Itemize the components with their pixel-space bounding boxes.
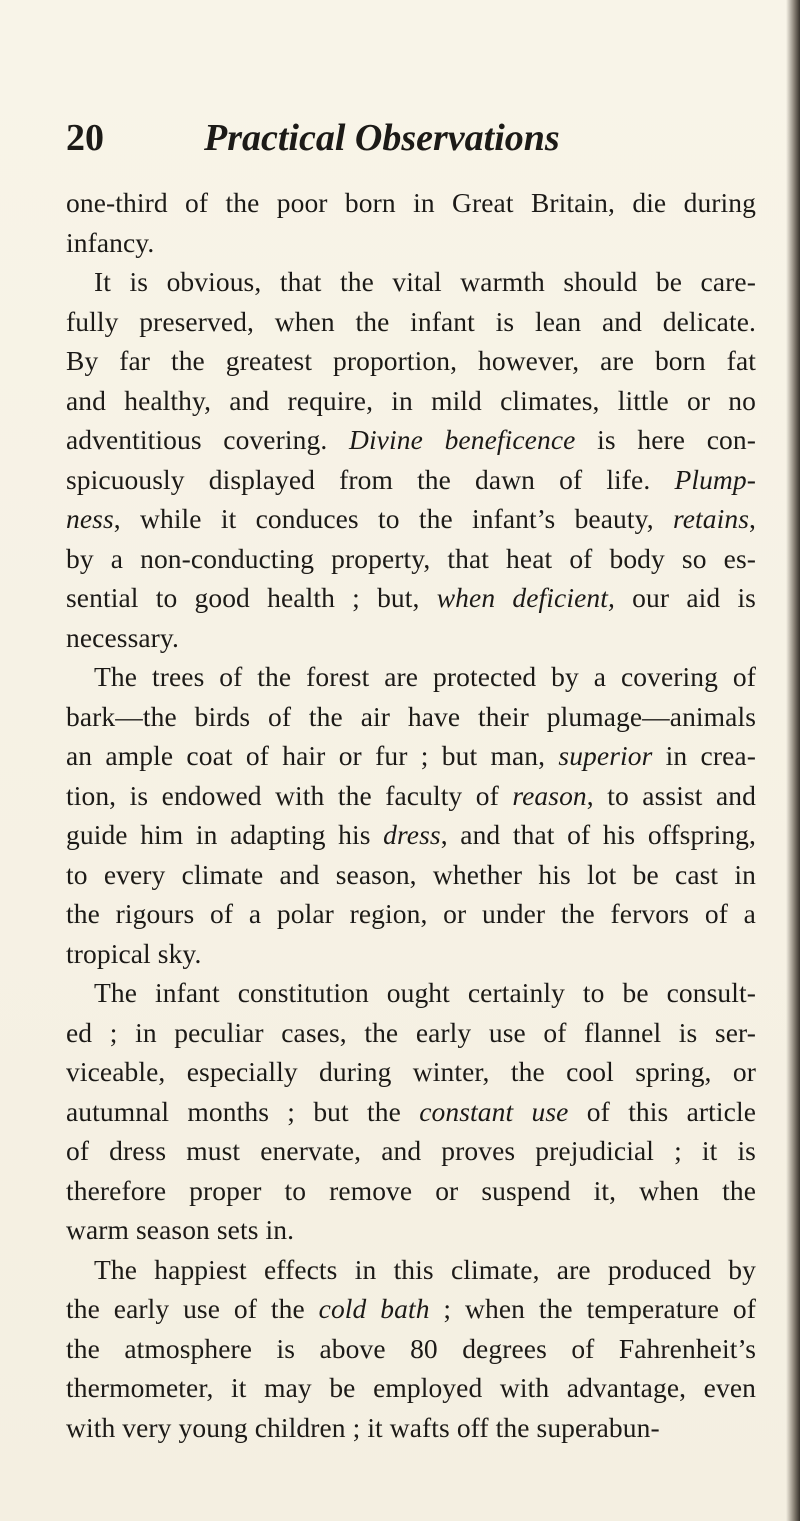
text-run: , to assist and — [586, 779, 756, 811]
text-run: is here con- — [575, 424, 757, 455]
text-run: The happiest effects in this climate, are produced by — [94, 1253, 756, 1285]
text-line — [66, 262, 756, 302]
italic-run: superior — [558, 740, 653, 771]
text-line — [66, 1289, 756, 1329]
text-line — [66, 776, 756, 816]
text-line — [66, 183, 756, 223]
text-line — [66, 657, 756, 697]
italic-run: constant use — [419, 1095, 569, 1127]
text-run: of this article — [568, 1095, 757, 1127]
text-run: tropical sky. — [66, 937, 202, 969]
italic-run: reason — [512, 779, 587, 811]
text-run: , while it conduces to the infant’s beauty, — [113, 503, 673, 534]
text-run: with very young children ; it wafts off the superabun- — [66, 1411, 660, 1443]
italic-run: when deficient, — [436, 582, 615, 613]
text-run: fully preserved, when the infant is lean and delicate. — [66, 305, 756, 337]
text-run: the atmosphere is above 80 degrees of Fahrenheit’s — [66, 1332, 756, 1364]
text-run: ed ; in peculiar cases, the early use of flannel is ser- — [66, 1016, 756, 1048]
italic-run: Divine beneficence — [348, 424, 576, 455]
text-run: thermometer, it may be employed with advantage, even — [66, 1372, 756, 1403]
paragraph — [66, 973, 756, 1250]
text-run: infancy. — [66, 226, 155, 258]
text-line — [66, 578, 756, 618]
text-line — [66, 420, 756, 460]
text-run: The trees of the forest are protected by a covering of — [94, 661, 756, 692]
text-line — [66, 460, 756, 500]
text-line — [66, 1131, 756, 1171]
text-run: , — [749, 503, 756, 534]
text-line — [66, 1210, 756, 1250]
text-run: , and that of his offspring, — [440, 819, 757, 850]
text-run: By far the greatest proportion, however, are born fat — [66, 345, 756, 376]
body-text — [66, 183, 756, 1447]
text-run: an ample coat of hair or fur ; but man, — [66, 740, 559, 771]
text-line — [66, 1092, 756, 1132]
text-run: our aid is — [614, 582, 756, 613]
text-run: the rigours of a polar region, or under the fervors of a — [66, 898, 756, 929]
text-run: to every climate and season, whether his lot be cast in — [66, 858, 756, 890]
paragraph — [66, 1250, 756, 1448]
italic-run: dress — [383, 819, 441, 850]
text-line — [66, 618, 756, 658]
text-run: bark—the birds of the air have their plumage—animals — [66, 700, 756, 732]
text-run: of dress must enervate, and proves prejudicial ; it is — [66, 1135, 756, 1166]
text-line — [66, 302, 756, 342]
italic-run: ness — [66, 503, 114, 534]
text-run: therefore proper to remove or suspend it, when the — [66, 1174, 756, 1206]
text-line — [66, 341, 756, 381]
page-edge-shadow — [786, 0, 800, 1521]
text-line — [66, 934, 756, 974]
text-run: warm season sets in. — [66, 1214, 295, 1245]
italic-run: retains — [672, 503, 750, 534]
paragraph — [66, 657, 756, 973]
text-run: by a non-conducting property, that heat of body so es- — [66, 542, 756, 574]
text-run: guide him in adapting his — [66, 819, 384, 850]
paragraph — [66, 183, 756, 262]
text-run: ; when the temperature of — [429, 1293, 756, 1324]
text-line — [66, 1368, 756, 1408]
italic-run: cold bath — [318, 1293, 430, 1324]
running-head — [66, 116, 756, 166]
text-run: and healthy, and require, in mild climates, little or no — [66, 384, 756, 416]
text-line — [66, 539, 756, 579]
italic-run: Plump- — [674, 463, 756, 495]
text-line — [66, 1013, 756, 1053]
text-run: The infant constitution ought certainly to be consult- — [94, 977, 756, 1008]
text-line — [66, 697, 756, 737]
text-line — [66, 1250, 756, 1290]
text-run: viceable, especially during winter, the cool spring, or — [66, 1056, 756, 1087]
text-line — [66, 736, 756, 776]
text-run: adventitious covering. — [66, 424, 349, 455]
text-line — [66, 855, 756, 895]
text-line — [66, 1329, 756, 1369]
text-line — [66, 381, 756, 421]
text-line — [66, 1052, 756, 1092]
text-line — [66, 223, 756, 263]
text-line — [66, 894, 756, 934]
text-run: sential to good health ; but, — [66, 582, 437, 613]
text-run: tion, is endowed with the faculty of — [66, 779, 513, 811]
text-run: one-third of the poor born in Great Britain, die during — [66, 187, 756, 218]
text-line — [66, 1171, 756, 1211]
text-run: spicuously displayed from the dawn of life. — [66, 463, 675, 495]
paragraph — [66, 262, 756, 657]
text-line — [66, 499, 756, 539]
text-run: necessary. — [66, 621, 179, 653]
text-line — [66, 1408, 756, 1448]
text-run: the early use of the — [66, 1293, 319, 1324]
text-run: It is obvious, that the vital warmth should be care- — [94, 266, 756, 297]
text-line — [66, 815, 756, 855]
text-run: autumnal months ; but the — [66, 1095, 420, 1127]
text-run: in crea- — [652, 740, 756, 771]
running-title: Practical Observations — [204, 117, 560, 159]
text-line — [66, 973, 756, 1013]
page-number: 20 — [66, 117, 104, 159]
